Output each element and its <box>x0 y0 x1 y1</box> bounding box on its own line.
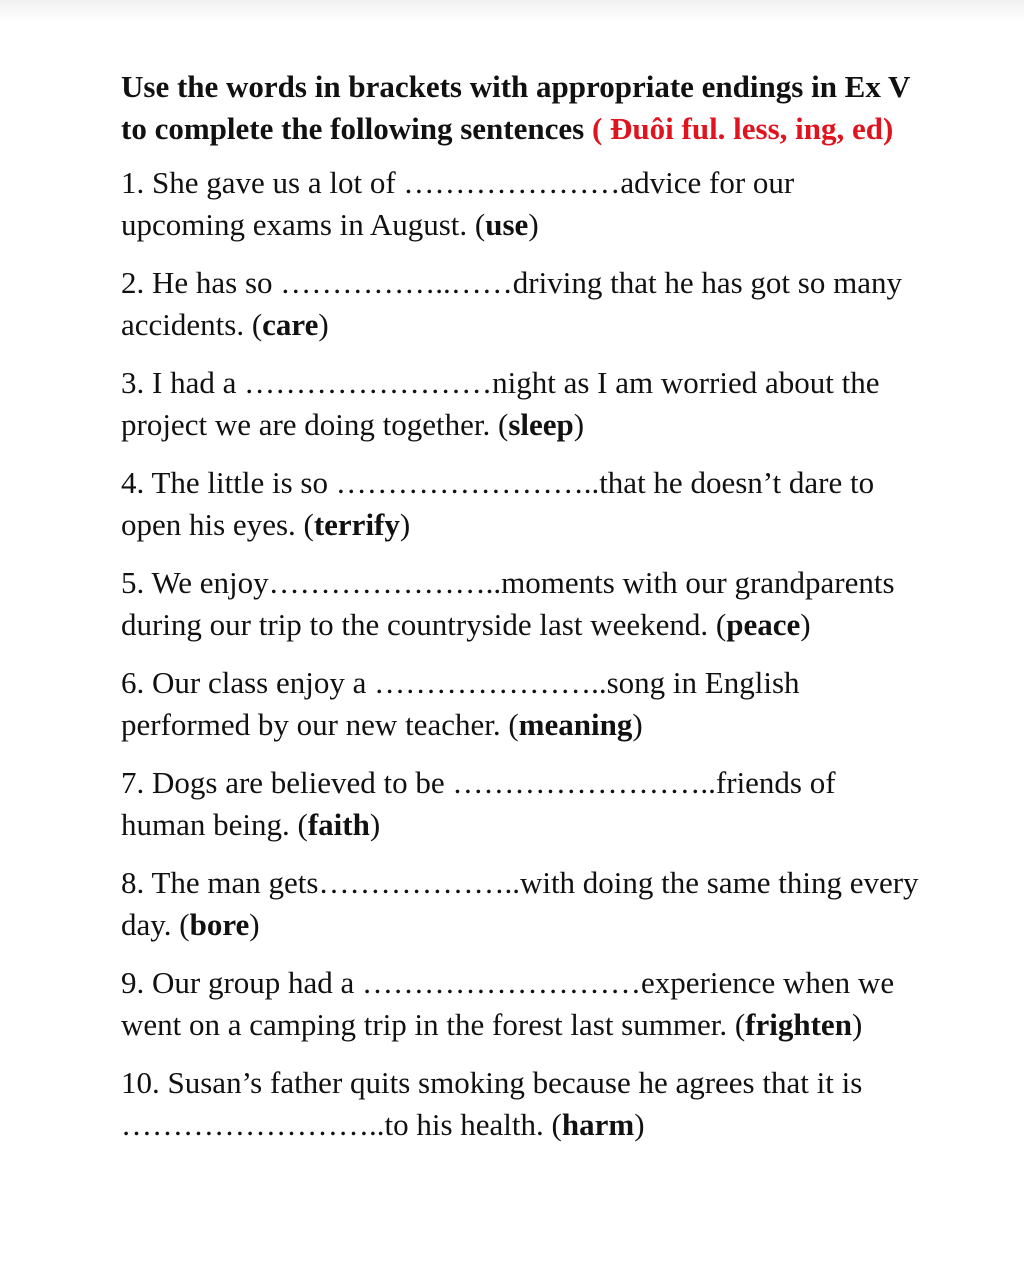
exercise-item-5 <box>121 562 921 646</box>
exercise-item-9 <box>121 962 921 1046</box>
item-root-word: meaning <box>518 707 633 742</box>
item-root-word: care <box>262 307 319 342</box>
exercise-item-2 <box>121 262 921 346</box>
item-root-word: use <box>485 207 529 242</box>
item-sentence: 7. Dogs are believed to be ……………………..friends of human being. ( <box>121 765 836 842</box>
instruction-heading <box>121 66 921 150</box>
item-sentence: 6. Our class enjoy a …………………..song in English performed by our new teacher. ( <box>121 665 800 742</box>
instruction-note: ( Đuôi ful. less, ing, ed) <box>591 111 894 146</box>
item-root-word: peace <box>726 607 801 642</box>
exercise-item-4 <box>121 462 921 546</box>
item-sentence: 9. Our group had a ………………………experience when we went on a camping trip in the forest last summer. ( <box>121 965 895 1042</box>
exercise-item-6 <box>121 662 921 746</box>
exercise-item-7 <box>121 762 921 846</box>
top-edge-shade <box>0 0 1024 22</box>
worksheet <box>121 66 921 1162</box>
item-root-word: terrify <box>313 507 400 542</box>
item-sentence: 2. He has so ……………..……driving that he has got so many accidents. ( <box>121 265 902 342</box>
item-root-word: sleep <box>508 407 574 442</box>
exercise-item-3 <box>121 362 921 446</box>
item-root-word: faith <box>307 807 370 842</box>
item-root-word: bore <box>189 907 250 942</box>
exercise-item-10 <box>121 1062 921 1146</box>
item-close: ) <box>318 307 329 342</box>
item-close: ) <box>632 707 643 742</box>
item-close: ) <box>851 1007 863 1042</box>
item-close: ) <box>573 407 585 442</box>
item-close: ) <box>800 607 811 642</box>
exercise-item-1 <box>121 162 921 246</box>
item-close: ) <box>249 907 260 942</box>
item-close: ) <box>634 1107 645 1142</box>
item-sentence: 1. She gave us a lot of …………………advice for our upcoming exams in August. ( <box>121 165 795 242</box>
item-root-word: frighten <box>745 1007 852 1042</box>
exercise-item-8 <box>121 862 921 946</box>
item-sentence: 5. We enjoy…………………..moments with our grandparents during our trip to the countryside last weekend. ( <box>121 565 895 642</box>
item-close: ) <box>528 207 539 242</box>
item-close: ) <box>399 507 411 542</box>
item-sentence: 4. The little is so ……………………..that he doesn’t dare to open his eyes. ( <box>121 465 875 542</box>
item-sentence: 10. Susan’s father quits smoking because he agrees that it is ……………………..to his health. ( <box>121 1065 863 1142</box>
instruction-text: Use the words in brackets with appropriate endings in Ex V to complete the following sentences <box>121 69 910 146</box>
item-sentence: 3. I had a ……………………night as I am worried about the project we are doing together. ( <box>121 365 880 442</box>
item-root-word: harm <box>561 1107 635 1142</box>
item-close: ) <box>369 807 381 842</box>
item-sentence: 8. The man gets………………..with doing the same thing every day. ( <box>121 865 919 942</box>
